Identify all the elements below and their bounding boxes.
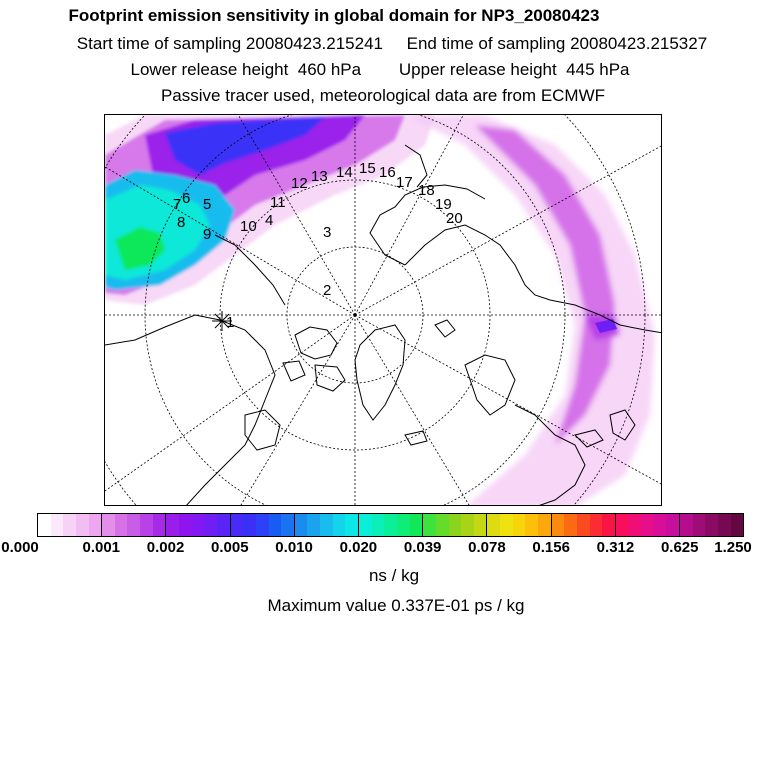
colorbar-cell (654, 514, 667, 536)
colorbar-cell (89, 514, 103, 536)
colorbar-tick-label: 1.250 (714, 539, 752, 556)
colorbar-tick-label: 0.156 (532, 539, 570, 556)
colorbar-cell (102, 514, 115, 536)
colorbar-cell (641, 514, 654, 536)
trajectory-label: 5 (203, 196, 212, 213)
colorbar-cell (731, 514, 744, 536)
colorbar-cell (436, 514, 449, 536)
trajectory-label: 6 (182, 190, 191, 207)
trajectory-label: 14 (336, 164, 353, 181)
colorbar-units: ns / kg (368, 566, 420, 585)
colorbar-cell (153, 514, 167, 536)
trajectory-label: 3 (323, 224, 332, 241)
meridian-210 (205, 315, 355, 506)
trajectory-label: 19 (435, 196, 452, 213)
colorbar-cell (140, 514, 153, 536)
trajectory-label: 10 (240, 218, 257, 235)
polar-projection-map (105, 115, 662, 506)
colorbar-tick-label: 0.000 (1, 539, 39, 556)
trajectory-label: 2 (323, 282, 332, 299)
colorbar-cell (423, 514, 436, 536)
colorbar-tick-label: 0.625 (660, 539, 699, 556)
colorbar-cell (487, 514, 500, 536)
colorbar-cell (693, 514, 706, 536)
colorbar-tick-label: 0.078 (468, 539, 506, 556)
colorbar-cell (705, 514, 718, 536)
colorbar-cell (231, 514, 244, 536)
colorbar-cell (320, 514, 333, 536)
coast-iceland (405, 431, 427, 445)
colorbar-cell (51, 514, 64, 536)
colorbar-cell (718, 514, 731, 536)
colorbar-tick-label: 0.020 (339, 539, 378, 556)
colorbar-cell (307, 514, 320, 536)
colorbar-cell (333, 514, 346, 536)
meridian-150 (355, 315, 505, 506)
colorbar-cell (602, 514, 616, 536)
colorbar-cell (63, 514, 76, 536)
trajectory-label: 16 (379, 164, 396, 181)
colorbar-cell (666, 514, 680, 536)
trajectory-label: 18 (418, 182, 435, 199)
coast-svalbard (435, 320, 455, 337)
trajectory-label: 11 (270, 194, 286, 211)
colorbar-cell (295, 514, 308, 536)
colorbar-cell (410, 514, 424, 536)
colorbar-cell (115, 514, 128, 536)
maximum-value: Maximum value 0.337E-01 ps / kg (267, 596, 525, 615)
colorbar-cell (616, 514, 629, 536)
colorbar-cell (127, 514, 140, 536)
colorbar-tick-label: 0.001 (82, 539, 121, 556)
colorbar-cell (179, 514, 192, 536)
release-location-marker (212, 311, 235, 331)
meridian-240 (105, 315, 355, 505)
colorbar-cell (461, 514, 474, 536)
release-heights: Lower release height 460 hPa Upper release height 445 hPa (130, 60, 630, 79)
colorbar-cell (345, 514, 359, 536)
colorbar-cell (359, 514, 372, 536)
sampling-times: Start time of sampling 20080423.215241 End time of sampling 20080423.215327 (76, 34, 708, 53)
coast-greenland (355, 325, 405, 420)
trajectory-label: 13 (311, 168, 328, 185)
colorbar-cell (166, 514, 179, 536)
colorbar-cell (680, 514, 693, 536)
trajectory-label: 12 (291, 175, 308, 192)
trajectory-label: 17 (396, 174, 413, 191)
trajectory-label: 15 (359, 160, 376, 177)
colorbar-cell (564, 514, 577, 536)
colorbar-cell (38, 514, 51, 536)
trajectory-label: 9 (203, 226, 212, 243)
colorbar-cell (217, 514, 231, 536)
trajectory-label: 4 (265, 212, 274, 229)
colorbar-tick-label: 0.005 (211, 539, 249, 556)
tracer-info: Passive tracer used, meteorological data are from ECMWF (160, 86, 606, 105)
polar-map-panel (104, 114, 662, 506)
colorbar-cell (538, 514, 552, 536)
colorbar-cell (397, 514, 410, 536)
coast-hudson-bay (245, 410, 280, 450)
colorbar-tick-label: 0.002 (146, 539, 185, 556)
colorbar-cell (256, 514, 269, 536)
colorbar-cell (552, 514, 565, 536)
colorbar-cell (628, 514, 641, 536)
coast-north-america (105, 315, 275, 506)
colorbar-cell (474, 514, 488, 536)
trajectory-label: 8 (177, 214, 186, 231)
colorbar-cell (192, 514, 205, 536)
trajectory-label: 1 (226, 314, 235, 331)
trajectory-label: 7 (173, 196, 182, 213)
colorbar-cell (204, 514, 217, 536)
colorbar-cell (384, 514, 397, 536)
colorbar-cell (269, 514, 282, 536)
colorbar-cell (500, 514, 513, 536)
colorbar (37, 513, 744, 537)
trajectory-label: 20 (446, 210, 463, 227)
map-title: Footprint emission sensitivity in global domain for NP3_20080423 (68, 6, 600, 25)
colorbar-tick-label: 0.039 (403, 539, 442, 556)
colorbar-cell (513, 514, 526, 536)
colorbar-cell (449, 514, 462, 536)
colorbar-cell (76, 514, 89, 536)
colorbar-tick-label: 0.010 (275, 539, 313, 556)
colorbar-cell (281, 514, 295, 536)
coast-scandinavia (465, 355, 515, 415)
colorbar-tick-label: 0.312 (596, 539, 635, 556)
plume-right (405, 115, 655, 506)
colorbar-cell (590, 514, 603, 536)
colorbar-cell (577, 514, 590, 536)
colorbar-cell (525, 514, 538, 536)
colorbar-cell (372, 514, 385, 536)
colorbar-cell (243, 514, 256, 536)
